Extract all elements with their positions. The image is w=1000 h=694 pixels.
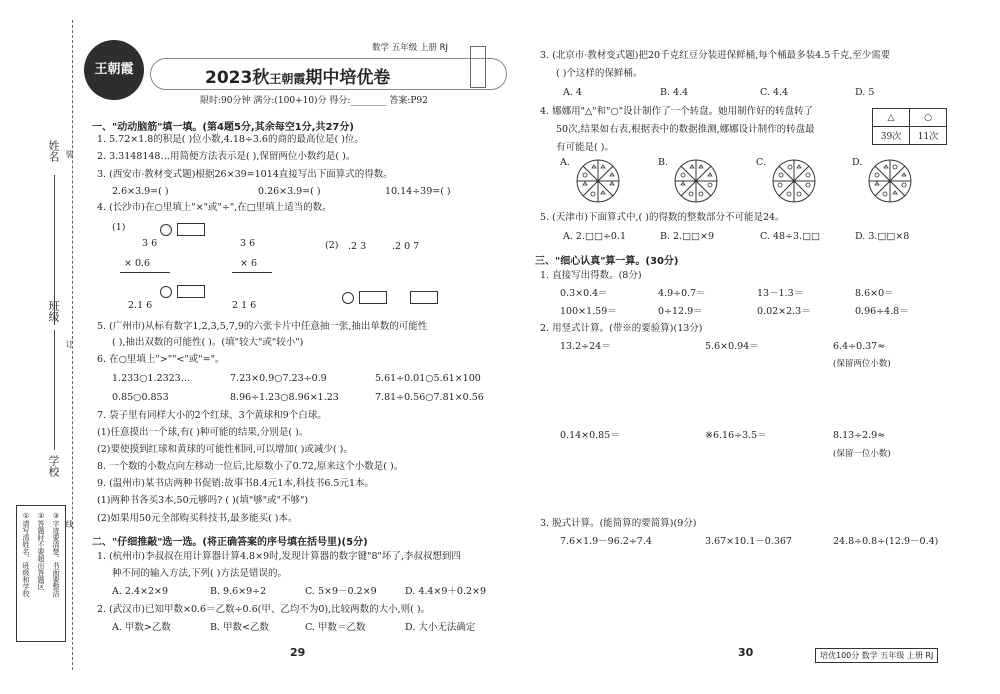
q9-b: (2)如果用50元全部购买科技书,最多能买( )本。 [97,513,298,524]
calc-3-item-1: 7.6×1.9－96.2÷7.4 [560,536,652,547]
q3-b: 0.26×3.9=( ) [258,186,321,197]
choice-4-b: 50次,结果如右表,根据表中的数据推测,娜娜设计制作的转盘最 [556,124,815,135]
q6-item-4: 0.85○0.853 [112,392,169,403]
calc-2: 2. 用竖式计算。(带※的要验算)(13分) [540,323,703,334]
q4-1-c: 2.1 6 [128,300,153,311]
q6: 6. 在○里填上">""<"或"="。 [97,354,225,365]
q9: 9. (温州市)某书店两种书促销:故事书8.4元1本,科技书6.5元1本。 [97,478,375,489]
q5-b: ( ),抽出双数的可能性( )。(填"较大"或"较小") [112,337,304,348]
calc-2-item-6: 8.13÷2.9≈ [833,430,886,441]
operator-circle[interactable] [160,286,172,298]
page-title: 2023秋王朝霞期中培优卷 [205,68,391,88]
school-label: 学校 [47,455,60,477]
choice-1-opt-a: A. 2.4×2×9 [112,586,169,597]
choice-3-b: ( )个这样的保鲜桶。 [556,68,643,79]
spinner-c-label: C. [756,157,766,168]
operator-circle[interactable] [160,224,172,236]
class-line [54,330,55,450]
note-2: ②答题时不要超出答题区 [37,512,45,590]
note-1: ①请写清姓名、班级和学校 [22,512,30,597]
q2: 2. 3.3148148…用简便方法表示是( ),保留两位小数约是( )。 [97,151,356,162]
spinner-d-icon [867,158,913,204]
q6-item-2: 7.23×0.9○7.23÷0.9 [230,373,327,384]
table-header: △ [873,109,910,127]
choice-5-opt-c: C. 48÷3.□□ [760,231,821,242]
calc-1-item-6: 0÷12.9＝ [658,306,703,317]
header-tag: 数学 五年级 上册 RJ [372,43,449,53]
rule-line [120,272,170,273]
q4-1-top-row [160,219,205,238]
q4-1-a: 3 6 [142,238,158,249]
calc-3-item-2: 3.67×10.1－0.367 [705,536,792,547]
choice-3-opt-b: B. 4.4 [660,87,689,98]
choice-5: 5. (天津市)下面算式中,( )的得数的整数部分不可能是24。 [540,212,785,223]
q6-item-5: 8.96÷1.23○8.96×1.23 [230,392,339,403]
seal-mark-1: 装 [65,150,74,158]
calc-1-item-3: 13－1.3＝ [757,288,804,299]
calc-1: 1. 直接写出得数。(8分) [540,270,642,281]
choice-5-opt-d: D. 3.□□×8 [855,231,910,242]
operator-circle[interactable] [342,292,354,304]
table-cell: 11次 [910,127,947,145]
spinner-d-label: D. [852,157,863,168]
choice-2-opt-c: C. 甲数＝乙数 [305,622,366,633]
answer-box[interactable] [177,285,205,298]
rule-line [232,272,272,273]
choice-1-opt-b: B. 9.6×9÷2 [210,586,267,597]
seal-mark-3: 线 [65,520,74,528]
q6-item-3: 5.61÷0.01○5.61×100 [375,373,481,384]
q4-1-d: 3 6 [240,238,256,249]
answer-box[interactable] [410,291,438,304]
notes-box [16,505,66,642]
choice-5-opt-a: A. 2.□□÷0.1 [563,231,626,242]
q4-2-answer [410,287,438,306]
table-cell: 39次 [873,127,910,145]
class-label: 班级 [47,300,60,322]
q3-c: 10.14÷39=( ) [385,186,451,197]
result-table [872,108,947,145]
lighthouse-icon [470,46,486,88]
calc-2-note-1: (保留两位小数) [833,359,891,369]
q4-2-b: .2 0 7 [392,241,420,252]
q4-1-b: × 0.6 [124,258,151,269]
choice-3: 3. (北京市·教材变式题)把20千克红豆分装进保鲜桶,每个桶最多装4.5千克,至少需要 [540,50,891,61]
calc-1-item-1: 0.3×0.4＝ [560,288,608,299]
choice-2-opt-a: A. 甲数>乙数 [112,622,171,633]
name-label: 姓名 [47,140,60,162]
calc-2-note-2: (保留一位小数) [833,449,891,459]
footer-brand: 培优100分 数学 五年级 上册 RJ [815,648,938,663]
q4-1-e: × 6 [240,258,258,269]
calc-1-item-7: 0.02×2.3＝ [757,306,811,317]
q4-2-a: .2 3 [348,241,367,252]
q4-1-label: (1) [112,222,126,233]
section-1-title: 一、"动动脑筋"填一填。(第4题5分,其余每空1分,共27分) [92,122,354,133]
calc-2-item-5: ※6.16÷3.5＝ [705,430,767,441]
q3-a: 2.6×3.9=( ) [112,186,169,197]
choice-5-opt-b: B. 2.□□×9 [660,231,715,242]
calc-2-item-1: 13.2÷24＝ [560,341,611,352]
choice-1: 1. (杭州市)李叔叔在用计算器计算4.8×9时,发现计算器的数字键"8"坏了,李叔叔想到四 [97,551,461,562]
spinner-c-icon [771,158,817,204]
calc-1-item-4: 8.6×0＝ [855,288,894,299]
q3: 3. (西安市·教材变式题)根据26×39=1014直接写出下面算式的得数。 [97,169,393,180]
spinner-b-icon [673,158,719,204]
table-header: ○ [910,109,947,127]
seal-mark-2: 订 [65,340,74,348]
choice-3-opt-d: D. 5 [855,87,875,98]
choice-1-opt-d: D. 4.4×9＋0.2×9 [405,586,487,597]
calc-1-item-5: 100×1.59＝ [560,306,617,317]
choice-3-opt-c: C. 4.4̇ [760,87,789,98]
choice-3-opt-a: A. 4 [563,87,582,98]
exam-info: 限时:90分钟 满分:(100+10)分 得分:________ 答案:P92 [200,96,428,106]
q9-a: (1)两种书各买3本,50元够吗? ( )(填"够"或"不够") [97,495,309,506]
section-2-title: 二、"仔细推敲"选一选。(将正确答案的序号填在括号里)(5分) [92,537,368,548]
q4-2-label: (2) [325,240,339,251]
q4: 4. (长沙市)在○里填上"×"或"÷",在□里填上适当的数。 [97,202,332,213]
spinner-a-icon [575,158,621,204]
q7-b: (2)要使摸到红球和黄球的可能性相同,可以增加( )或减少( )。 [97,444,353,455]
choice-4-c: 有可能是( )。 [556,142,614,153]
calc-2-item-3: 6.4÷0.37≈ [833,341,886,352]
q6-item-1: 1.233○1.2323… [112,373,191,384]
answer-box[interactable] [177,223,205,236]
q7: 7. 袋子里有同样大小的2个红球、3个黄球和9个白球。 [97,410,327,421]
q7-a: (1)任意摸出一个球,有( )种可能的结果,分别是( )。 [97,427,309,438]
q4-2-bottom-row [342,287,387,306]
choice-1-opt-c: C. 5×9－0.2×9 [305,586,377,597]
page-number-right: 30 [738,646,754,659]
calc-1-item-2: 4.9÷0.7＝ [658,288,706,299]
section-3-title: 三、"细心认真"算一算。(30分) [535,256,679,267]
spinner-b-label: B. [658,157,669,168]
spinner-a-label: A. [560,157,570,168]
calc-3-item-3: 24.8÷0.8÷(12.9－0.4) [833,536,939,547]
q4-1-f: 2 1 6 [232,300,257,311]
choice-1-b: 种不同的输入方法,下列( )方法是错误的。 [112,568,287,579]
choice-2: 2. (武汉市)已知甲数×0.6＝乙数÷0.6(甲、乙均不为0),比较两数的大小,则( )。 [97,604,431,615]
choice-2-opt-b: B. 甲数<乙数 [210,622,269,633]
answer-box[interactable] [359,291,387,304]
q5: 5. (广州市)从标有数字1,2,3,5,7,9的六张卡片中任意抽一张,抽出单数的可能性 [97,321,428,332]
brand-logo: 王朝霞 [84,40,144,100]
q8: 8. 一个数的小数点向左移动一位后,比原数小了0.72,原来这个小数是( )。 [97,461,404,472]
calc-2-item-2: 5.6×0.94＝ [705,341,759,352]
calc-1-item-8: 0.96÷4.8＝ [855,306,909,317]
q4-1-bottom-row [160,281,205,300]
page-number-left: 29 [290,646,306,659]
calc-2-item-4: 0.14×0.85＝ [560,430,620,441]
choice-2-opt-d: D. 大小无法确定 [405,622,476,633]
note-3: ③字迹要清楚、书面要整洁 [52,512,60,597]
choice-4: 4. 娜娜用"△"和"○"设计制作了一个转盘。她用制作好的转盘转了 [540,106,814,117]
q1: 1. 5.72×1.8的积是( )位小数,4.18÷3.6的商的最高位是( )位。 [97,134,364,145]
q6-item-6: 7.81÷0.56○7.81×0.56 [375,392,484,403]
calc-3: 3. 脱式计算。(能简算的要简算)(9分) [540,518,697,529]
